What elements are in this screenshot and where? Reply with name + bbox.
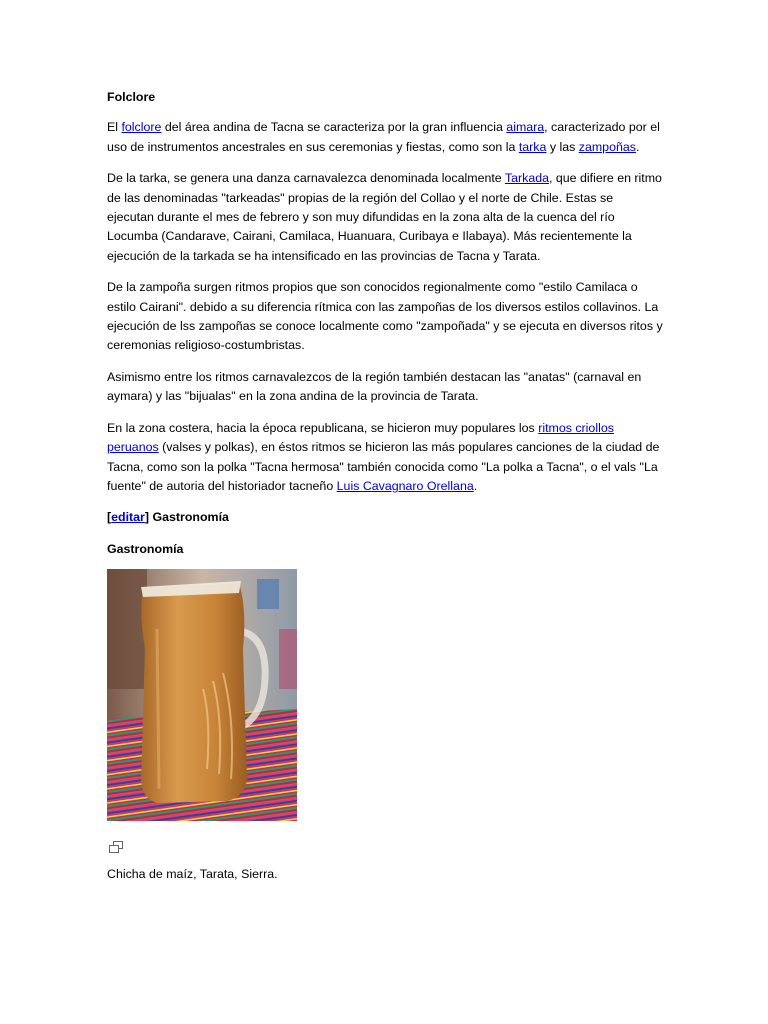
text: y las [546,139,579,154]
link-ritmos-criollos[interactable]: ritmos criollos peruanos [107,420,614,455]
enlarge-icon[interactable] [109,841,123,853]
paragraph-zampona: De la zampoña surgen ritmos propios que son conocidos regionalmente como "estilo Camilaca o estilo Cairani". debido a su diferencia rítmica con las zampoñas de los diversos estilos collavinos. La ejecución de lss zampoñas se conoce localmente como "zampoñada" y se ejecuta en diversos ritos y ceremonias religioso-costumbristas. [107,280,663,353]
document-page [107,88,663,897]
figure-caption: Chicha de maíz, Tarata, Sierra. [107,867,278,882]
section-heading-folclore: Folclore [107,90,156,104]
edit-bracket-open: [ [107,510,112,525]
link-aimara[interactable]: aimara [506,120,545,135]
section-heading-gastronomia: Gastronomía [107,541,184,556]
text: El [107,120,122,135]
chicha-photo [107,569,297,821]
paragraph-folclore-intro [107,118,663,157]
text: , caracterizado por el uso de instrumentos ancestrales en sus ceremonias y fiestas, como son la [107,120,660,154]
link-tarka[interactable]: tarka [518,139,547,154]
paragraph-tarkada [107,169,663,266]
chicha-photo-drawing [107,569,297,821]
link-luis-cavagnaro[interactable]: Luis Cavagnaro Orellana [336,478,474,493]
text: . [473,478,478,493]
text: De la tarka, se genera una danza carnavalezca denominada localmente [107,171,505,186]
link-tarkada[interactable]: Tarkada [504,171,549,186]
paragraph-costa [107,419,663,497]
link-zamponas[interactable]: zampoñas [578,139,636,154]
text: , que difiere en ritmo de las denominadas "tarkeadas" propias de la región del Collao y el norte de Chile. Estas se ejecutan durante el mes de febrero y son muy difundidas en la zona alta de la cuenca del río Locumba (Candarave, Cairani, Camilaca, Huanuara, Curibaya e Ilabaya). Más recientemente la ejecución de la tarkada se ha intensificado en las provincias de Tacna y Tarata. [107,171,662,263]
paragraph-anatas: Asimismo entre los ritmos carnavalezcos de la región también destacan las "anatas" (carnaval en aymara) y las "bijualas" en la zona andina de la provincia de Tarata. [107,369,642,404]
section-heading-gastronomia-edit [107,508,663,527]
edit-bracket-close: ] [144,510,150,525]
text: (valses y polkas), en éstos ritmos se hicieron las más populares canciones de la ciudad de Tacna, como son la polka "Tacna hermosa" también conocida como "La polka a Tacna", o el vals "La fuente" de autoria del historiador tacneño [107,440,660,493]
text: del área andina de Tacna se caracteriza por la gran influencia [161,120,507,135]
section-title: Gastronomía [149,510,229,525]
text: En la zona costera, hacia la época republicana, se hicieron muy populares los [107,420,539,435]
edit-link[interactable]: editar [111,510,145,525]
text: . [635,139,640,154]
link-folclore[interactable]: folclore [121,120,162,135]
